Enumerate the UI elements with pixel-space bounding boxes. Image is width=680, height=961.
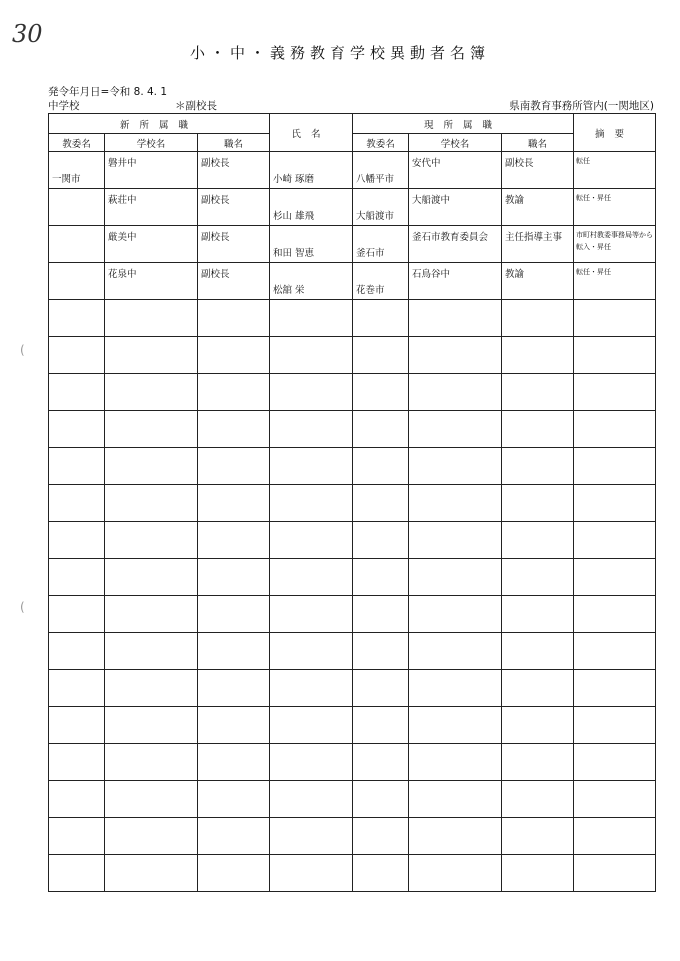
- document-title: 小・中・義務教育学校異動者名簿: [189, 44, 490, 62]
- current-position-cell: [502, 596, 574, 633]
- current-position-cell: [502, 189, 574, 226]
- current-board-cell: [353, 818, 409, 855]
- new-board-cell-text: 一関市: [52, 174, 81, 185]
- current-school-cell-text: 大船渡中: [412, 195, 451, 206]
- table-row: [49, 559, 656, 596]
- current-board-cell: [353, 411, 409, 448]
- table-row: [49, 707, 656, 744]
- current-school-cell: [409, 411, 502, 448]
- page-number: 30: [12, 20, 43, 48]
- header-remarks: 摘要: [574, 114, 656, 152]
- new-board-cell: [49, 485, 105, 522]
- new-school-cell: [105, 781, 198, 818]
- current-position-cell-text: 主任指導主事: [505, 232, 563, 243]
- new-board-cell: [49, 633, 105, 670]
- new-board-cell: [49, 855, 105, 892]
- new-school-cell-text: 磐井中: [108, 158, 137, 169]
- current-position-cell: [502, 263, 574, 300]
- current-position-cell-text: 教諭: [505, 269, 525, 280]
- table-row: [49, 263, 656, 300]
- table-row: [49, 337, 656, 374]
- current-school-cell: [409, 226, 502, 263]
- name-cell: [270, 559, 353, 596]
- current-school-cell: [409, 633, 502, 670]
- new-school-cell: [105, 152, 198, 189]
- new-school-cell: [105, 744, 198, 781]
- remarks-cell: [574, 485, 656, 522]
- table-row: [49, 781, 656, 818]
- name-cell: [270, 337, 353, 374]
- new-position-cell-text: 副校長: [201, 232, 230, 243]
- current-board-cell: [353, 596, 409, 633]
- name-cell: [270, 374, 353, 411]
- name-cell: [270, 152, 353, 189]
- table-row: [49, 411, 656, 448]
- new-position-cell: [198, 670, 270, 707]
- name-cell-text: 松舘 栄: [273, 285, 305, 296]
- new-position-cell: [198, 263, 270, 300]
- new-position-cell: [198, 596, 270, 633]
- current-board-cell: [353, 189, 409, 226]
- remarks-cell: [574, 448, 656, 485]
- new-position-cell: [198, 411, 270, 448]
- new-position-cell: [198, 855, 270, 892]
- new-board-cell: [49, 744, 105, 781]
- current-board-cell: [353, 559, 409, 596]
- position-note: ＊副校長: [175, 100, 217, 112]
- new-board-cell: [49, 226, 105, 263]
- current-board-cell: [353, 374, 409, 411]
- new-board-cell: [49, 522, 105, 559]
- name-cell: [270, 300, 353, 337]
- table-row: [49, 485, 656, 522]
- new-position-cell: [198, 485, 270, 522]
- remarks-cell: [574, 781, 656, 818]
- new-school-cell: [105, 633, 198, 670]
- remarks-cell: [574, 855, 656, 892]
- current-position-cell: [502, 152, 574, 189]
- table-row: [49, 596, 656, 633]
- header-current-school: 学校名: [409, 134, 502, 152]
- table-row: [49, 744, 656, 781]
- current-school-cell: [409, 263, 502, 300]
- new-position-cell: [198, 337, 270, 374]
- remarks-cell: [574, 707, 656, 744]
- current-school-cell: [409, 152, 502, 189]
- name-cell: [270, 263, 353, 300]
- current-position-cell: [502, 855, 574, 892]
- table-row: [49, 633, 656, 670]
- name-cell-text: 小崎 琢磨: [273, 174, 315, 185]
- new-position-cell: [198, 152, 270, 189]
- new-position-cell-text: 副校長: [201, 269, 230, 280]
- remarks-cell: [574, 374, 656, 411]
- remarks-cell: [574, 744, 656, 781]
- header-new-position: 職名: [198, 134, 270, 152]
- new-board-cell: [49, 411, 105, 448]
- new-school-cell: [105, 596, 198, 633]
- table-row: [49, 818, 656, 855]
- header-current-position: 職名: [502, 134, 574, 152]
- current-school-cell: [409, 485, 502, 522]
- current-position-cell: [502, 744, 574, 781]
- name-cell-text: 和田 智恵: [273, 248, 315, 259]
- current-school-cell: [409, 781, 502, 818]
- new-position-cell: [198, 707, 270, 744]
- new-school-cell: [105, 189, 198, 226]
- header-current-affiliation: 現所属職: [353, 114, 574, 134]
- new-school-cell: [105, 707, 198, 744]
- current-position-cell: [502, 818, 574, 855]
- current-board-cell: [353, 152, 409, 189]
- table-row: [49, 189, 656, 226]
- office-name: 県南教育事務所管内(一関地区): [509, 100, 654, 112]
- name-cell: [270, 633, 353, 670]
- new-school-cell: [105, 818, 198, 855]
- new-school-cell: [105, 337, 198, 374]
- new-position-cell: [198, 522, 270, 559]
- table-row: [49, 226, 656, 263]
- remarks-cell-text: 転任: [576, 157, 591, 165]
- new-position-cell: [198, 744, 270, 781]
- current-board-cell: [353, 226, 409, 263]
- current-position-cell-text: 教諭: [505, 195, 525, 206]
- current-board-cell: [353, 300, 409, 337]
- current-position-cell: [502, 781, 574, 818]
- new-school-cell: [105, 263, 198, 300]
- new-position-cell-text: 副校長: [201, 195, 230, 206]
- new-school-cell: [105, 226, 198, 263]
- remarks-cell: [574, 818, 656, 855]
- new-board-cell: [49, 670, 105, 707]
- table-row: [49, 300, 656, 337]
- new-school-cell-text: 花泉中: [108, 269, 137, 280]
- current-school-cell: [409, 818, 502, 855]
- remarks-cell: [574, 189, 656, 226]
- name-cell: [270, 189, 353, 226]
- current-school-cell-text: 安代中: [412, 158, 441, 169]
- remarks-cell: [574, 596, 656, 633]
- new-position-cell: [198, 374, 270, 411]
- current-board-cell: [353, 855, 409, 892]
- new-position-cell: [198, 633, 270, 670]
- current-board-cell: [353, 448, 409, 485]
- new-school-cell: [105, 670, 198, 707]
- margin-mark: (: [20, 600, 25, 614]
- current-school-cell: [409, 707, 502, 744]
- new-school-cell: [105, 522, 198, 559]
- new-school-cell: [105, 300, 198, 337]
- current-school-cell: [409, 374, 502, 411]
- header-name: 氏名: [270, 114, 353, 152]
- new-position-cell: [198, 300, 270, 337]
- current-school-cell: [409, 448, 502, 485]
- new-school-cell: [105, 448, 198, 485]
- remarks-cell: [574, 633, 656, 670]
- current-school-cell: [409, 670, 502, 707]
- new-board-cell: [49, 189, 105, 226]
- new-school-cell-text: 萩荘中: [108, 195, 137, 206]
- remarks-cell: [574, 411, 656, 448]
- name-cell-text: 杉山 雄飛: [273, 211, 315, 222]
- new-board-cell: [49, 152, 105, 189]
- current-board-cell-text: 八幡平市: [356, 174, 395, 185]
- current-board-cell: [353, 744, 409, 781]
- new-position-cell: [198, 818, 270, 855]
- header-new-board: 教委名: [49, 134, 105, 152]
- table-row: [49, 152, 656, 189]
- name-cell: [270, 670, 353, 707]
- name-cell: [270, 485, 353, 522]
- new-board-cell: [49, 374, 105, 411]
- name-cell: [270, 707, 353, 744]
- remarks-cell: [574, 559, 656, 596]
- remarks-cell: [574, 152, 656, 189]
- new-board-cell: [49, 707, 105, 744]
- current-school-cell: [409, 855, 502, 892]
- new-board-cell: [49, 596, 105, 633]
- margin-mark: (: [20, 343, 25, 357]
- new-school-cell: [105, 485, 198, 522]
- current-position-cell: [502, 633, 574, 670]
- current-position-cell: [502, 448, 574, 485]
- new-school-cell: [105, 559, 198, 596]
- name-cell: [270, 781, 353, 818]
- remarks-cell: [574, 337, 656, 374]
- new-board-cell: [49, 559, 105, 596]
- new-school-cell: [105, 374, 198, 411]
- current-position-cell: [502, 374, 574, 411]
- name-cell: [270, 411, 353, 448]
- name-cell: [270, 522, 353, 559]
- remarks-cell: [574, 522, 656, 559]
- current-board-cell-text: 釜石市: [356, 248, 385, 259]
- current-board-cell: [353, 670, 409, 707]
- new-board-cell: [49, 818, 105, 855]
- current-position-cell: [502, 300, 574, 337]
- current-school-cell: [409, 522, 502, 559]
- new-position-cell: [198, 189, 270, 226]
- current-board-cell-text: 大船渡市: [356, 211, 395, 222]
- new-position-cell: [198, 781, 270, 818]
- table-row: [49, 855, 656, 892]
- name-cell: [270, 448, 353, 485]
- new-position-cell: [198, 448, 270, 485]
- current-position-cell: [502, 226, 574, 263]
- current-position-cell: [502, 485, 574, 522]
- remarks-cell: [574, 300, 656, 337]
- table-row: [49, 448, 656, 485]
- current-position-cell: [502, 670, 574, 707]
- current-position-cell: [502, 707, 574, 744]
- current-position-cell: [502, 411, 574, 448]
- current-school-cell: [409, 337, 502, 374]
- current-position-cell-text: 副校長: [505, 158, 534, 169]
- school-type: 中学校: [48, 100, 80, 112]
- table-row: [49, 522, 656, 559]
- current-school-cell: [409, 744, 502, 781]
- current-board-cell: [353, 781, 409, 818]
- remarks-cell-text: 市町村教委事務局等から転入・昇任: [576, 231, 654, 251]
- current-school-cell: [409, 300, 502, 337]
- remarks-cell: [574, 670, 656, 707]
- new-school-cell-text: 厳美中: [108, 232, 137, 243]
- name-cell: [270, 855, 353, 892]
- current-position-cell: [502, 522, 574, 559]
- transfer-roster-table: [48, 113, 656, 892]
- current-school-cell-text: 釜石市教育委員会: [412, 232, 489, 243]
- new-board-cell: [49, 448, 105, 485]
- current-school-cell-text: 石鳥谷中: [412, 269, 451, 280]
- current-board-cell-text: 花巻市: [356, 285, 385, 296]
- current-position-cell: [502, 337, 574, 374]
- new-board-cell: [49, 263, 105, 300]
- new-board-cell: [49, 337, 105, 374]
- name-cell: [270, 596, 353, 633]
- name-cell: [270, 744, 353, 781]
- current-school-cell: [409, 559, 502, 596]
- table-row: [49, 670, 656, 707]
- new-board-cell: [49, 781, 105, 818]
- issue-date: 発令年月日=令和 8. 4. 1: [48, 86, 168, 98]
- new-position-cell: [198, 559, 270, 596]
- name-cell: [270, 226, 353, 263]
- current-board-cell: [353, 263, 409, 300]
- new-board-cell: [49, 300, 105, 337]
- current-board-cell: [353, 707, 409, 744]
- current-board-cell: [353, 337, 409, 374]
- current-board-cell: [353, 633, 409, 670]
- current-school-cell: [409, 189, 502, 226]
- remarks-cell: [574, 226, 656, 263]
- new-school-cell: [105, 855, 198, 892]
- new-position-cell-text: 副校長: [201, 158, 230, 169]
- current-board-cell: [353, 485, 409, 522]
- current-school-cell: [409, 596, 502, 633]
- header-current-board: 教委名: [353, 134, 409, 152]
- name-cell: [270, 818, 353, 855]
- remarks-cell-text: 転任・昇任: [576, 268, 612, 276]
- remarks-cell-text: 転任・昇任: [576, 194, 612, 202]
- table-row: [49, 374, 656, 411]
- header-new-school: 学校名: [105, 134, 198, 152]
- remarks-cell: [574, 263, 656, 300]
- header-new-affiliation: 新所属職: [49, 114, 270, 134]
- new-school-cell: [105, 411, 198, 448]
- new-position-cell: [198, 226, 270, 263]
- current-board-cell: [353, 522, 409, 559]
- current-position-cell: [502, 559, 574, 596]
